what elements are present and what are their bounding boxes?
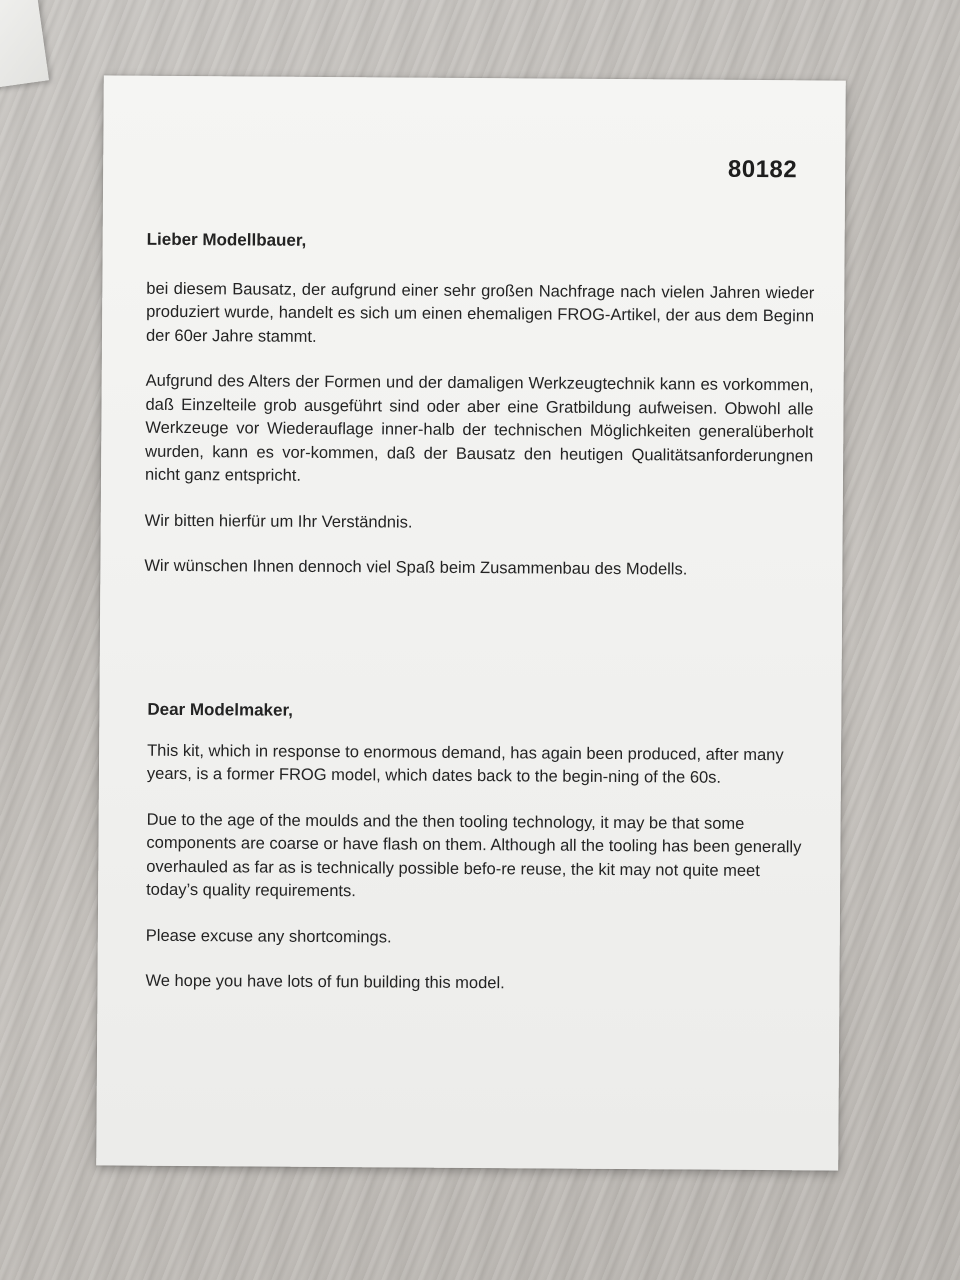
german-greeting: Lieber Modellbauer, [146,229,307,250]
article-number: 80182 [727,155,798,184]
letter-sheet [96,75,846,1170]
english-paragraph-2: Due to the age of the moulds and the then tooling technology, it may be that some components are coarse or have flash on them. Although all the tooling has been generally overhauled as far as is technically possible befo-re reuse, the kit may not quite meet today’s quality requirements. [146,810,802,901]
english-paragraph-1: This kit, which in response to enormous demand, has again been produced, after many years, is a former FROG model, which dates back to the begin-ning of the 60s. [146,741,784,787]
english-paragraph-3: Please excuse any shortcomings. [145,926,392,946]
english-greeting: Dear Modelmaker, [147,699,293,720]
background-paper-corner [0,0,49,89]
german-paragraph-2: Aufgrund des Alters der Formen und der damaligen Werkzeugtechnik kann es vorkommen, daß Einzelteile grob ausgeführt sind oder aber eine Gratbildung aufweisen. Obwohl alle Werkzeuge vor Wiederauflage inner-halb der technischen Möglichkeiten generalüberholt wurden, kann es vor-kommen, daß der Bausatz den heutigen Qualitätsanforderungnen nicht ganz entspricht. [144,371,814,485]
german-paragraph-4: Wir wünschen Ihnen dennoch viel Spaß beim Zusammenbau des Modells. [144,556,688,579]
english-paragraph-4: We hope you have lots of fun building this model. [145,971,505,993]
german-paragraph-1: bei diesem Bausatz, der aufgrund einer sehr großen Nachfrage nach vielen Jahren wieder produziert wurde, handelt es sich um einen ehemaligen FROG-Artikel, der aus dem Beginn der 60er Jahre stammt. [145,279,815,346]
german-section [144,228,815,605]
english-section [145,698,807,1020]
german-paragraph-3: Wir bitten hierfür um Ihr Verständnis. [144,511,413,532]
